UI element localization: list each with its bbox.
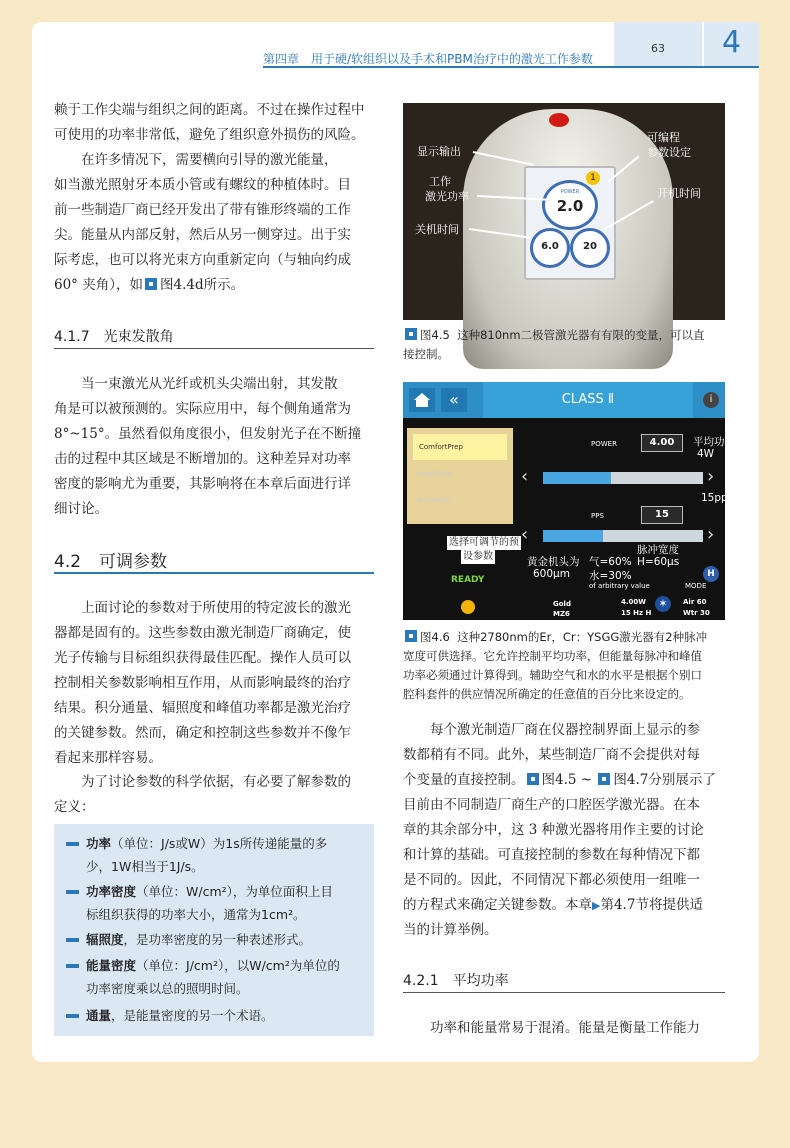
label-water: 水=30%: [589, 570, 632, 582]
section-ref-arrow-icon: ▶: [592, 899, 601, 912]
mode-small-label: MODE: [685, 582, 707, 590]
bullet-dash: [66, 964, 79, 968]
figure-4-6-caption: 图4.6 这种2780nm的Er，Cr：YSGG激光器有2种脉冲 宽度可供选择。它允许控制平均功率，但能量每脉冲和峰值 功率必须通过计算得到。辅助空气和水的水平是根据个别口 腔科套件的供应情况所确定的任意值的百分比来设定的。: [403, 630, 708, 701]
label-pulse-1: 脉冲宽度: [637, 544, 679, 556]
paragraph-definitions-intro: [54, 770, 351, 820]
pps-slider-fill: [543, 530, 603, 542]
output-power: 4.00W: [621, 598, 646, 606]
text-line: 为了讨论参数的科学依据，有必要了解参数的: [81, 774, 351, 790]
section-rule: [54, 348, 374, 349]
home-icon[interactable]: [409, 388, 435, 412]
mz6-label: MZ6: [553, 610, 570, 618]
paragraph-lateral: [54, 148, 351, 298]
page-number-box: [614, 22, 702, 66]
text-line: 的方程式来确定关键参数。本章▶第4.7节将提供适: [403, 897, 703, 913]
text-line: 器都是固有的。这些参数由激光制造厂商确定，使: [54, 625, 351, 641]
figure-ref-icon: [527, 773, 539, 785]
label-select-2: 设参数: [463, 551, 493, 562]
label-work-1: 工作: [429, 175, 451, 188]
power-decrease-icon[interactable]: ‹: [521, 466, 529, 487]
chapter-header-title: 第四章 用于硬/软组织以及手术和PBM治疗中的激光工作参数: [263, 52, 593, 66]
header-rule: [263, 66, 759, 68]
label-tip-2: 600μm: [533, 568, 570, 580]
on-time-value: 20: [583, 241, 597, 252]
double-chevron-left-icon[interactable]: «: [441, 388, 467, 412]
preset-rapidprep[interactable]: RapidPrep: [417, 470, 453, 478]
definition-power: 功率（单位：J/s或W）为1s所传递能量的多 少，1W相当于1J/s。: [66, 832, 364, 878]
definitions-box: [54, 824, 374, 1036]
section-heading-4-2-1: 4.2.1 平均功率: [403, 973, 509, 989]
section-heading-4-1-7: 4.1.7 光束发散角: [54, 329, 174, 345]
label-air: 气=60%: [589, 556, 632, 568]
paragraph-continued: [54, 98, 365, 148]
definition-energy-density: 能量密度（单位：J/cm²），以W/cm²为单位的 功率密度乘以总的照明时间。: [66, 954, 364, 1000]
text-line: 结果。积分通量、辐照度和峰值功率都是激光治疗: [54, 700, 351, 716]
definition-fluence: 通量，是能量密度的另一个术语。: [66, 1004, 364, 1027]
power-slider-fill: [543, 472, 611, 484]
pulse-h-badge[interactable]: H: [703, 566, 719, 582]
ready-status: READY: [451, 575, 485, 585]
label-display-output: 显示输出: [417, 145, 461, 158]
preset-bondprep[interactable]: BondPrep: [417, 496, 451, 504]
section-heading-4-2: 4.2 可调参数: [54, 552, 168, 572]
chapter-number-tab: [704, 22, 759, 66]
pps-decrease-icon[interactable]: ‹: [521, 524, 529, 545]
bullet-dash: [66, 938, 79, 942]
label-on-time: 开机时间: [657, 187, 701, 200]
power-small-label: POWER: [591, 440, 617, 448]
preset-comfortprep[interactable]: ComfortPrep: [413, 434, 507, 460]
bullet-dash: [66, 842, 79, 846]
text-line: 个变量的直接控制。 图4.5 ~ 图4.7分别展示了: [403, 772, 716, 788]
label-arbitrary: of arbitrary value: [589, 582, 650, 590]
figure-ref-link[interactable]: 图4.5 ~: [541, 772, 597, 788]
figure-label-icon: [405, 328, 417, 340]
label-pulse-2: H=60μs: [637, 556, 680, 568]
paragraph-average-power: [403, 1016, 700, 1041]
text-line: 章的其余部分中，这 3 种激光器将用作主要的讨论: [403, 822, 704, 838]
book-page: [32, 22, 759, 1062]
text-line: 的关键参数。然而，确定和控制这些参数并不像乍: [54, 725, 351, 741]
text-line: 角是可以被预测的。实际应用中，每个侧角通常为: [54, 401, 351, 417]
label-work-2: 激光功率: [425, 190, 469, 203]
page-number: 63: [651, 42, 665, 55]
star-icon: ✶: [655, 596, 671, 612]
info-icon[interactable]: i: [703, 392, 719, 408]
emergency-stop-knob: [549, 113, 569, 127]
figure-ref-icon: [598, 773, 610, 785]
paragraph-manufacturers: [403, 718, 716, 943]
text-line: 如当激光照射牙本质小管或有螺纹的种植体时。目: [54, 177, 351, 193]
text-line: 看起来那样容易。: [54, 750, 162, 766]
figure-ref-link[interactable]: 图4.4d所示。: [159, 277, 245, 293]
bullet-dash: [66, 890, 79, 894]
figure-4-6-screen: [403, 382, 735, 620]
power-gauge-value: 2.0: [556, 197, 584, 215]
text-line: 当一束激光从光纤或机头尖端出射，其发散: [81, 376, 338, 392]
text-line: 光子传输与目标组织获得最佳匹配。操作人员可以: [54, 650, 351, 666]
bullet-dash: [66, 1014, 79, 1018]
text-line: 每个激光制造厂商在仪器控制界面上显示的参: [430, 722, 700, 738]
pps-small-label: PPS: [591, 512, 604, 520]
output-hz: 15 Hz H: [621, 609, 652, 617]
definition-power-density: 功率密度（单位：W/cm²），为单位面积上目 标组织获得的功率大小，通常为1cm²。: [66, 880, 364, 926]
section-ref-link[interactable]: 第4.7节将提供适: [600, 897, 703, 913]
device-touchscreen: [524, 166, 616, 280]
label-programmable-2: 参数设定: [647, 146, 691, 159]
text-line: 数都稍有不同。此外，某些制造厂商不会提供对每: [403, 747, 700, 763]
text-line: 控制相关参数影响相互作用，从而影响最终的治疗: [54, 675, 351, 691]
label-select-1: 选择可调节的预: [449, 537, 519, 548]
figure-4-5-photo: [403, 103, 725, 320]
text-line: 尖。能量从内部反射，然后从另一侧穿过。出于实: [54, 227, 351, 243]
power-increase-icon[interactable]: ›: [707, 466, 715, 487]
pps-increase-icon[interactable]: ›: [707, 524, 715, 545]
paragraph-adjustable: [54, 596, 351, 771]
label-avg-power-2: 4W: [697, 448, 715, 460]
power-gauge: [542, 180, 598, 230]
text-line: 和计算的基础。可直接控制的参数在每种情况下都: [403, 847, 700, 863]
off-time-value: 6.0: [541, 241, 559, 252]
water-value: Wtr 30: [683, 609, 710, 617]
definition-irradiance: 辐照度，是功率密度的另一种表述形式。: [66, 928, 364, 951]
paragraph-divergence: [54, 372, 361, 522]
on-time-gauge: [570, 228, 610, 268]
text-line: 60° 夹角），如 图4.4d所示。: [54, 277, 245, 293]
off-time-gauge: [530, 228, 570, 268]
text-line: 功率和能量常易于混淆。能量是衡量工作能力: [430, 1020, 700, 1036]
label-off-time: 关机时间: [415, 223, 459, 236]
pps-value-box[interactable]: 15: [641, 506, 683, 524]
text-line: 在许多情况下，需要横向引导的激光能量，: [81, 152, 338, 168]
text-line: 定义：: [54, 799, 95, 815]
text-line: 密度的影响尤为重要，其影响将在本章后面进行详: [54, 476, 351, 492]
figure-label-icon: [405, 630, 417, 642]
text-line: 击的过程中其区域是不断增加的。这种差异对功率: [54, 451, 351, 467]
class-label: CLASS Ⅱ: [483, 382, 693, 418]
power-gauge-label: POWER: [560, 189, 580, 195]
text-line: 8°~15°。虽然看似角度很小，但发射光子在不断撞: [54, 426, 362, 442]
program-badge: 1: [586, 171, 600, 185]
figure-ref-link[interactable]: 图4.7分别展示了: [613, 772, 716, 788]
text-line: 赖于工作尖端与组织之间的距离。不过在操作过程中: [54, 102, 365, 118]
text-line: 目前由不同制造厂商生产的口腔医学激光器。在本: [403, 797, 700, 813]
figure-4-5-caption: 图4.5 这种810nm二极管激光器有有限的变量，可以直 接控制。: [403, 328, 705, 361]
section-rule: [403, 992, 725, 993]
text-line: 细讨论。: [54, 501, 108, 517]
text-line: 际考虑，也可以将光束方向重新定向（与轴向约成: [54, 252, 351, 268]
sun-icon: [461, 600, 475, 614]
gold-label: Gold: [553, 600, 571, 608]
label-programmable-1: 可编程: [647, 131, 680, 144]
figure-ref-icon: [145, 278, 157, 290]
text-line: 可使用的功率非常低，避免了组织意外损伤的风险。: [54, 127, 365, 143]
text-line: 上面讨论的参数对于所使用的特定波长的激光: [81, 600, 351, 616]
section-rule-blue: [54, 572, 374, 574]
power-value-box[interactable]: 4.00: [641, 434, 683, 452]
text-line: 前一些制造厂商已经开发出了带有锥形终端的工作: [54, 202, 351, 218]
label-avg-power-1: 平均功率: [693, 436, 735, 448]
text-line: 当的计算举例。: [403, 922, 498, 938]
label-pps: 15pps: [701, 492, 734, 504]
label-tip-1: 黄金机头为: [527, 556, 580, 568]
air-value: Air 60: [683, 598, 707, 606]
chapter-number: 4: [721, 25, 742, 60]
text-line: 是不同的。因此，不同情况下都必须使用一组唯一: [403, 872, 700, 888]
